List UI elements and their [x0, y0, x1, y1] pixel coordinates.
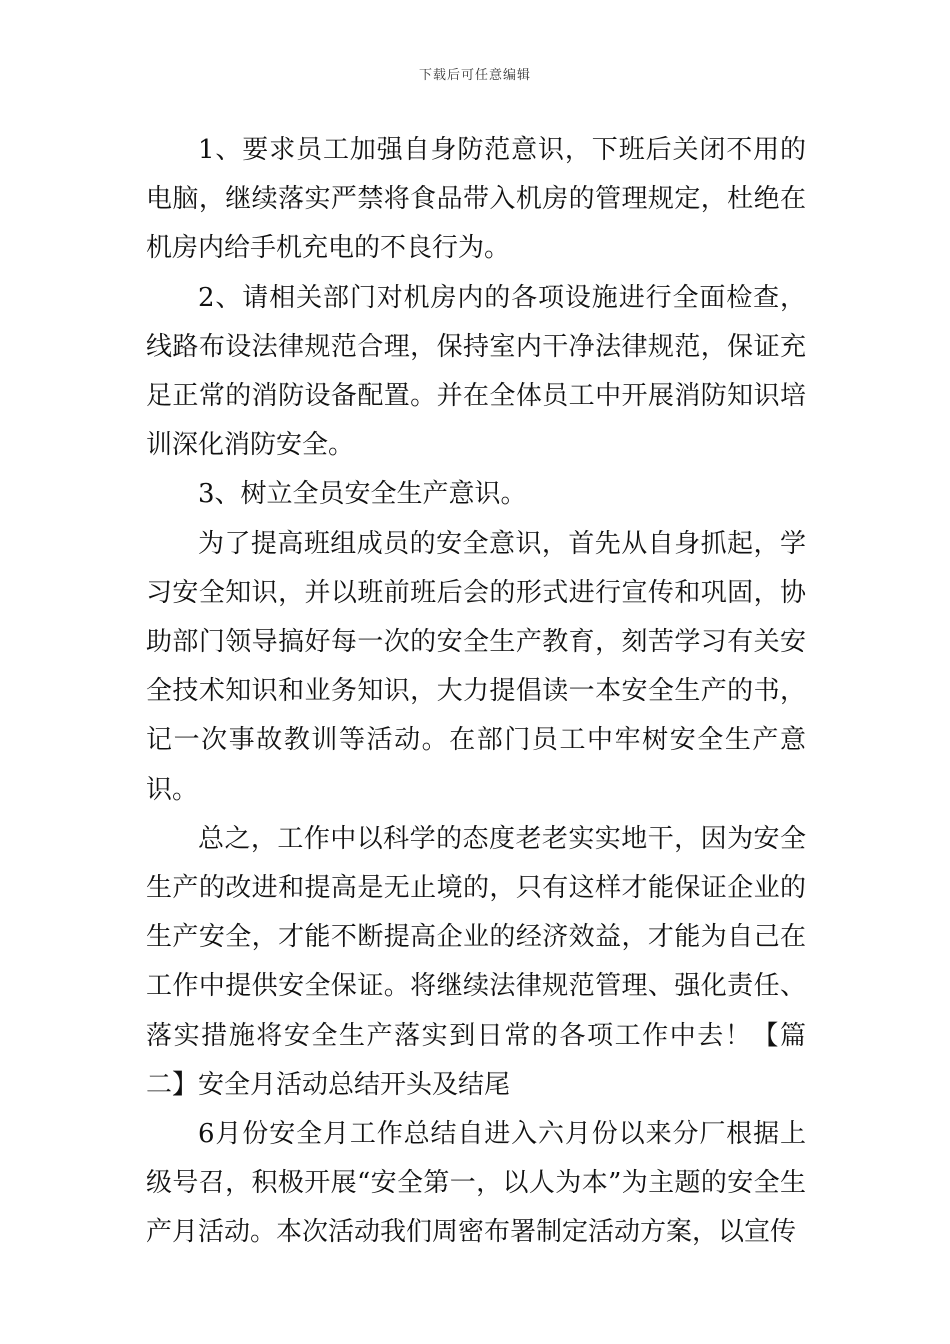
- paragraph-june-summary: 6月份安全月工作总结自进入六月份以来分厂根据上级号召，积极开展“安全第一，以人为本”为主题的安全生产月活动。本次活动我们周密布署制定活动方案，以宣传: [146, 1119, 806, 1248]
- paragraph-item-2: 2、请相关部门对机房内的各项设施进行全面检查，线路布设法律规范合理，保持室内干净法律规范，保证充足正常的消防设备配置。并在全体员工中开展消防知识培训深化消防安全。: [146, 282, 806, 461]
- paragraph-conclusion: 总之，工作中以科学的态度老老实实地干，因为安全生产的改进和提高是无止境的，只有这样才能保证企业的生产安全，才能不断提高企业的经济效益，才能为自己在工作中提供安全保证。将继续法律规范管理、强化责任、落实措施将安全生产落实到日常的各项工作中去！【篇二】安全月活动总结开头及结尾: [146, 823, 806, 1100]
- paragraph-item-1: 1、要求员工加强自身防范意识，下班后关闭不用的电脑，继续落实严禁将食品带入机房的管理规定，杜绝在机房内给手机充电的不良行为。: [146, 135, 806, 264]
- paragraph-training: 为了提高班组成员的安全意识，首先从自身抓起，学习安全知识，并以班前班后会的形式进行宣传和巩固，协助部门领导搞好每一次的安全生产教育，刻苦学习有关安全技术知识和业务知识，大力提倡读一本安全生产的书，记一次事故教训等活动。在部门员工中牢树安全生产意识。: [146, 528, 806, 805]
- document-body: [146, 126, 806, 1258]
- header-note: 下载后可任意编辑: [418, 68, 531, 83]
- paragraph-item-3: 3、树立全员安全生产意识。: [198, 479, 527, 510]
